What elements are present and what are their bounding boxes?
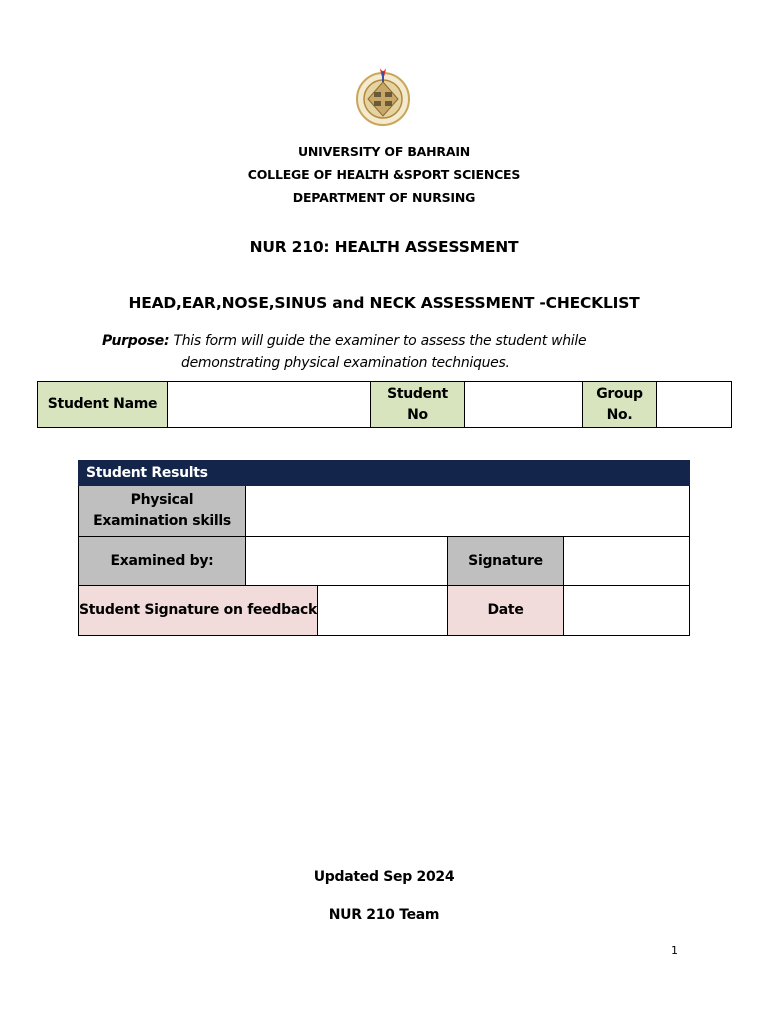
checklist-title: HEAD,EAR,NOSE,SINUS and NECK ASSESSMENT -CHECKLIST — [128, 294, 640, 312]
student-name-field[interactable] — [168, 382, 371, 428]
physical-skills-label-line-1: Physical — [130, 492, 194, 508]
group-no-label-line-2: No. — [606, 406, 633, 423]
group-no-label-line-1: Group — [596, 385, 643, 402]
department-name: DEPARTMENT OF NURSING — [292, 190, 476, 205]
signature-label: Signature — [448, 537, 564, 586]
group-no-field[interactable] — [657, 382, 732, 428]
purpose-line-1 — [102, 333, 586, 349]
student-info-table — [37, 381, 732, 428]
updated-date: Updated Sep 2024 — [313, 869, 455, 885]
university-logo — [354, 64, 412, 130]
student-no-field[interactable] — [465, 382, 583, 428]
physical-skills-label — [79, 486, 246, 537]
student-results-header: Student Results — [79, 461, 690, 486]
student-results-table — [78, 460, 690, 636]
student-no-label — [371, 382, 465, 428]
purpose-label: Purpose: — [102, 333, 170, 349]
student-no-label-line-1: Student — [387, 385, 448, 402]
physical-skills-field[interactable] — [246, 486, 690, 537]
student-signature-label: Student Signature on feedback — [79, 586, 318, 636]
college-name: COLLEGE OF HEALTH &SPORT SCIENCES — [247, 167, 521, 182]
examined-by-label: Examined by: — [79, 537, 246, 586]
physical-skills-label-line-2: Examination skills — [93, 513, 231, 529]
examined-by-field[interactable] — [246, 537, 448, 586]
course-title: NUR 210: HEALTH ASSESSMENT — [249, 238, 519, 256]
date-field[interactable] — [564, 586, 690, 636]
signature-field[interactable] — [564, 537, 690, 586]
purpose-text-2: demonstrating physical examination techniques. — [181, 355, 510, 371]
student-name-label: Student Name — [38, 382, 168, 428]
student-signature-field[interactable] — [318, 586, 448, 636]
student-no-label-line-2: No — [407, 406, 428, 423]
group-no-label — [583, 382, 657, 428]
date-label: Date — [448, 586, 564, 636]
university-name: UNIVERSITY OF BAHRAIN — [297, 144, 471, 159]
page-number: 1 — [671, 944, 678, 957]
purpose-text-1: This form will guide the examiner to assess the student while — [173, 333, 587, 349]
team-name: NUR 210 Team — [328, 907, 440, 923]
